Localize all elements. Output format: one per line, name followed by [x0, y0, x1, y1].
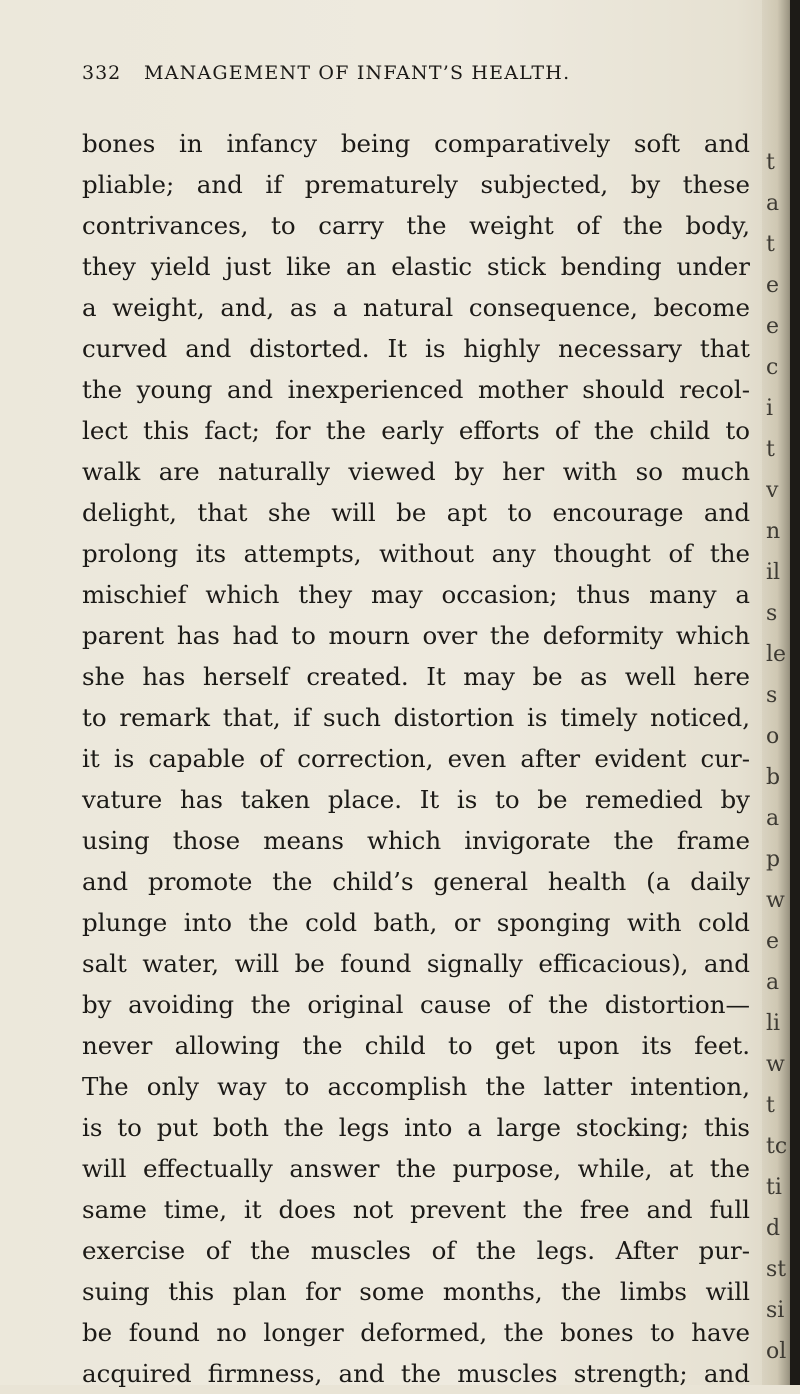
- facing-page-fragment: i: [766, 396, 774, 421]
- facing-page-fragment: e: [766, 929, 780, 954]
- text-line: suing this plan for some months, the limbs will: [82, 1277, 750, 1306]
- facing-page-fragment: ti: [766, 1175, 782, 1200]
- body-text: [82, 123, 750, 1394]
- text-line: is to put both the legs into a large stocking; this: [82, 1113, 750, 1142]
- text-line: exercise of the muscles of the legs. After pur-: [82, 1236, 750, 1265]
- text-line: same time, it does not prevent the free and full: [82, 1195, 750, 1224]
- text-line: to remark that, if such distortion is timely noticed,: [82, 703, 750, 732]
- binding-shadow: [790, 0, 800, 1385]
- facing-page-fragment: le: [766, 642, 787, 667]
- facing-page-fragment: w: [766, 1052, 785, 1077]
- text-line: delight, that she will be apt to encourage and: [82, 498, 750, 527]
- page-number: 332: [82, 62, 122, 84]
- facing-page-fragment: v: [766, 478, 779, 503]
- facing-page-fragment: n: [766, 519, 781, 544]
- text-line: contrivances, to carry the weight of the body,: [82, 211, 750, 240]
- text-line: curved and distorted. It is highly necessary that: [82, 334, 750, 363]
- page-header: [82, 62, 762, 92]
- text-line: she has herself created. It may be as well here: [82, 662, 750, 691]
- facing-page-fragment: t: [766, 437, 775, 462]
- facing-page-fragment: o: [766, 724, 780, 749]
- facing-page-fragment: t: [766, 232, 775, 257]
- facing-page-fragment: a: [766, 806, 780, 831]
- facing-page-edge: [762, 0, 800, 1385]
- facing-page-fragment: st: [766, 1257, 787, 1282]
- text-line: lect this fact; for the early efforts of the child to: [82, 416, 750, 445]
- text-line: mischief which they may occasion; thus many a: [82, 580, 750, 609]
- text-line: and promote the child’s general health (a daily: [82, 867, 750, 896]
- facing-page-fragment: c: [766, 355, 779, 380]
- text-line: salt water, will be found signally efficacious), and: [82, 949, 750, 978]
- text-line: never allowing the child to get upon its feet.: [82, 1031, 750, 1060]
- facing-page-fragment: d: [766, 1216, 781, 1241]
- text-line: acquired firmness, and the muscles strength; and: [82, 1359, 750, 1388]
- text-line: be found no longer deformed, the bones to have: [82, 1318, 750, 1347]
- text-line: bones in infancy being comparatively soft and: [82, 129, 750, 158]
- text-line: parent has had to mourn over the deformity which: [82, 621, 750, 650]
- facing-page-fragment: s: [766, 601, 778, 626]
- facing-page-fragment: p: [766, 847, 781, 872]
- text-line: by avoiding the original cause of the distortion—: [82, 990, 750, 1019]
- text-line: The only way to accomplish the latter intention,: [82, 1072, 750, 1101]
- facing-page-fragment: il: [766, 560, 781, 585]
- facing-page-fragment: w: [766, 888, 785, 913]
- facing-page-fragment: b: [766, 765, 781, 790]
- text-line: they yield just like an elastic stick bending under: [82, 252, 750, 281]
- text-line: prolong its attempts, without any thought of the: [82, 539, 750, 568]
- text-line: a weight, and, as a natural consequence, become: [82, 293, 750, 322]
- facing-page-fragment: a: [766, 191, 780, 216]
- running-head: MANAGEMENT OF INFANT’S HEALTH.: [144, 62, 571, 84]
- text-line: plunge into the cold bath, or sponging with cold: [82, 908, 750, 937]
- text-line: it is capable of correction, even after evident cur-: [82, 744, 750, 773]
- facing-page-fragment: e: [766, 314, 780, 339]
- facing-page-fragment: ol: [766, 1339, 787, 1364]
- text-line: using those means which invigorate the frame: [82, 826, 750, 855]
- text-line: pliable; and if prematurely subjected, by these: [82, 170, 750, 199]
- text-line: will effectually answer the purpose, while, at the: [82, 1154, 750, 1183]
- text-line: walk are naturally viewed by her with so much: [82, 457, 750, 486]
- facing-page-fragment: si: [766, 1298, 785, 1323]
- facing-page-fragment: a: [766, 970, 780, 995]
- facing-page-fragment: t: [766, 1093, 775, 1118]
- text-line: vature has taken place. It is to be remedied by: [82, 785, 750, 814]
- facing-page-fragment: tc: [766, 1134, 788, 1159]
- text-line: the young and inexperienced mother should recol-: [82, 375, 750, 404]
- facing-page-fragment: e: [766, 273, 780, 298]
- facing-page-fragment: t: [766, 150, 775, 175]
- facing-page-fragment: s: [766, 683, 778, 708]
- facing-page-fragment: li: [766, 1011, 781, 1036]
